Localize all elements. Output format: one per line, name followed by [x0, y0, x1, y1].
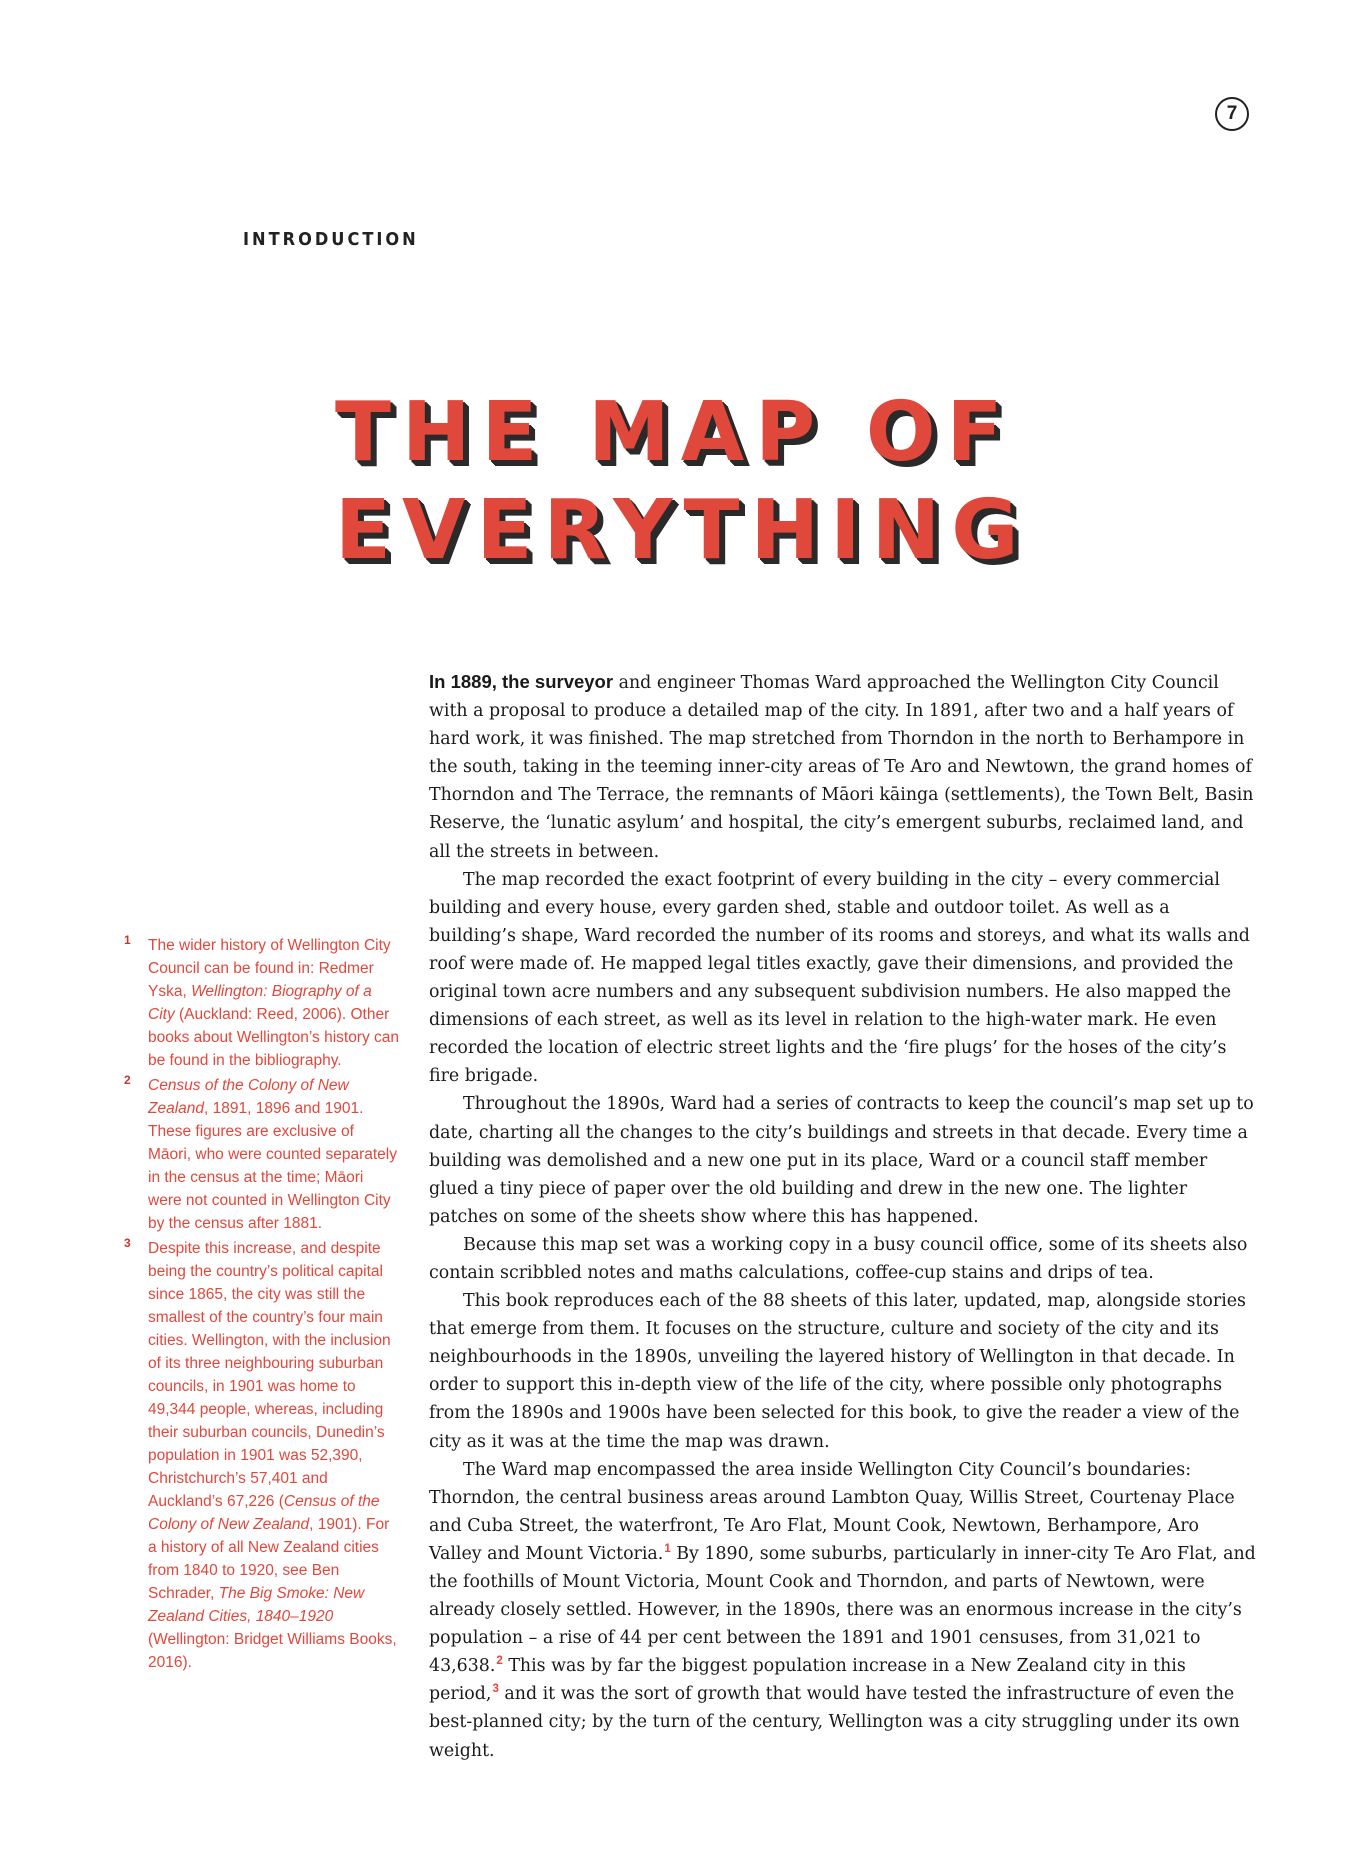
- chapter-title-line-1: THE MAP OF: [335, 385, 1014, 480]
- footnote: [124, 1237, 400, 1674]
- footnote-text: The wider history of Wellington City Council can be found in: Redmer Yska,: [148, 937, 391, 1000]
- body-text: [429, 668, 1257, 1765]
- footnote-title: Census of the Colony of New Zealand: [148, 1493, 380, 1533]
- footnote-number: 2: [124, 1073, 131, 1087]
- body-text-run: This book reproduces each of the 88 sheets of this later, updated, map, alongside stories that emerge from them. It focuses on the structure, culture and society of the city and its neighbourhoods in the 1890s, unveiling the layered history of Wellington in that decade. In order to support this in-depth view of the life of the city, where possible only photographs from the 1890s and 1900s have been selected for this book, to give the reader a view of the city as it was at the time the map was drawn.: [429, 1291, 1246, 1452]
- body-paragraph: [429, 1287, 1257, 1456]
- body-text-run: Because this map set was a working copy in a busy council office, some of its sheets also contain scribbled notes and maths calculations, coffee-cup stains and drips of tea.: [429, 1234, 1248, 1283]
- body-paragraph: [429, 1231, 1257, 1287]
- body-paragraph: [429, 668, 1257, 866]
- section-label: INTRODUCTION: [243, 229, 419, 250]
- lead-in: In 1889, the surveyor: [429, 671, 614, 692]
- footnote-title: The Big Smoke: New Zealand Cities, 1840–1920: [148, 1585, 365, 1625]
- footnote-reference: 2: [496, 1655, 503, 1668]
- footnote: [124, 934, 400, 1072]
- body-text-run: The map recorded the exact footprint of every building in the city – every commercial building and every house, every garden shed, stable and outdoor toilet. As well as a building’s shape, Ward recorded the number of its rooms and storeys, and what its walls and roof were made of. He mapped legal titles exactly, gave their dimensions, and provided the original town acre numbers and any subsequent subdivision numbers. He also mapped the dimensions of each street, as well as its level in relation to the high-water mark. He even recorded the location of electric street lights and the ‘fire plugs’ for the hoses of the city’s fire brigade.: [429, 869, 1250, 1087]
- footnote-reference: 3: [492, 1683, 499, 1696]
- body-text-run: By 1890, some suburbs, particularly in inner-city Te Aro Flat, and the foothills of Mount Victoria, Mount Cook and Thorndon, and parts of Newtown, were already closely settled. However, in the 1890s, there was an enormous increase in the city’s population – a rise of 44 per cent between the 1891 and 1901 censuses, from 31,021 to 43,638.: [429, 1543, 1256, 1677]
- footnote-title: Wellington: Biography of a City: [148, 983, 372, 1023]
- footnote-text: (Wellington: Bridget Williams Books, 2016).: [148, 1631, 397, 1671]
- footnote-text: , 1891, 1896 and 1901. These figures are exclusive of Māori, who were counted separately in the census at the time; Māori were not counted in Wellington City by the census after 1881.: [148, 1100, 397, 1232]
- footnote-text: Despite this increase, and despite being the country’s political capital since 1865, the city was still the smallest of the country’s four main cities. Wellington, with the inclusion of its three neighbouring suburban councils, in 1901 was home to 49,344 people, whereas, including their suburban councils, Dunedin’s population in 1901 was 52,390, Christchurch’s 57,401 and Auckland’s 67,226 (: [148, 1240, 391, 1510]
- chapter-title-line-2: EVERYTHING: [335, 483, 1030, 578]
- footnote: [124, 1074, 400, 1235]
- body-text-run: Throughout the 1890s, Ward had a series of contracts to keep the council’s map set up to date, charting all the changes to the city’s buildings and streets in that decade. Every time a building was demolished and a new one put in its place, Ward or a council staff member glued a tiny piece of paper over the old building and drew in the new one. The lighter patches on some of the sheets show where this has happened.: [429, 1094, 1254, 1227]
- footnote-number: 1: [124, 933, 131, 947]
- footnote-title: Census of the Colony of New Zealand: [148, 1077, 349, 1117]
- footnote-reference: 1: [664, 1542, 671, 1555]
- page-number: 7: [1215, 97, 1249, 131]
- body-paragraph: [429, 1456, 1257, 1765]
- footnote-text: (Auckland: Reed, 2006). Other books about Wellington’s history can be found in the bibliography.: [148, 1006, 400, 1069]
- body-paragraph: [429, 1090, 1257, 1230]
- footnote-number: 3: [124, 1236, 131, 1250]
- footnote-text: , 1901). For a history of all New Zealand cities from 1840 to 1920, see Ben Schrader,: [148, 1516, 390, 1602]
- footnotes: [124, 934, 400, 1676]
- body-paragraph: [429, 866, 1257, 1091]
- body-text-run: The Ward map encompassed the area inside Wellington City Council’s boundaries: Thorndon, the central business areas around Lambton Quay, Willis Street, Courtenay Place and Cuba Street, the waterfront, Te Aro Flat, Mount Cook, Newtown, Berhampore, Aro Valley and Mount Victoria.: [429, 1459, 1235, 1564]
- body-text-run: This was by far the biggest population increase in a New Zealand city in this period,: [429, 1656, 1186, 1705]
- chapter-title: [335, 384, 1055, 580]
- body-text-run: and engineer Thomas Ward approached the Wellington City Council with a proposal to produce a detailed map of the city. In 1891, after two and a half years of hard work, it was finished. The map stretched from Thorndon in the north to Berhampore in the south, taking in the teeming inner-city areas of Te Aro and Newtown, the grand homes of Thorndon and The Terrace, the remnants of Māori kāinga (settlements), the Town Belt, Basin Reserve, the ‘lunatic asylum’ and hospital, the city’s emergent suburbs, reclaimed land, and all the streets in between.: [429, 673, 1254, 862]
- body-text-run: and it was the sort of growth that would have tested the infrastructure of even the best-planned city; by the turn of the century, Wellington was a city struggling under its own weight.: [429, 1684, 1240, 1761]
